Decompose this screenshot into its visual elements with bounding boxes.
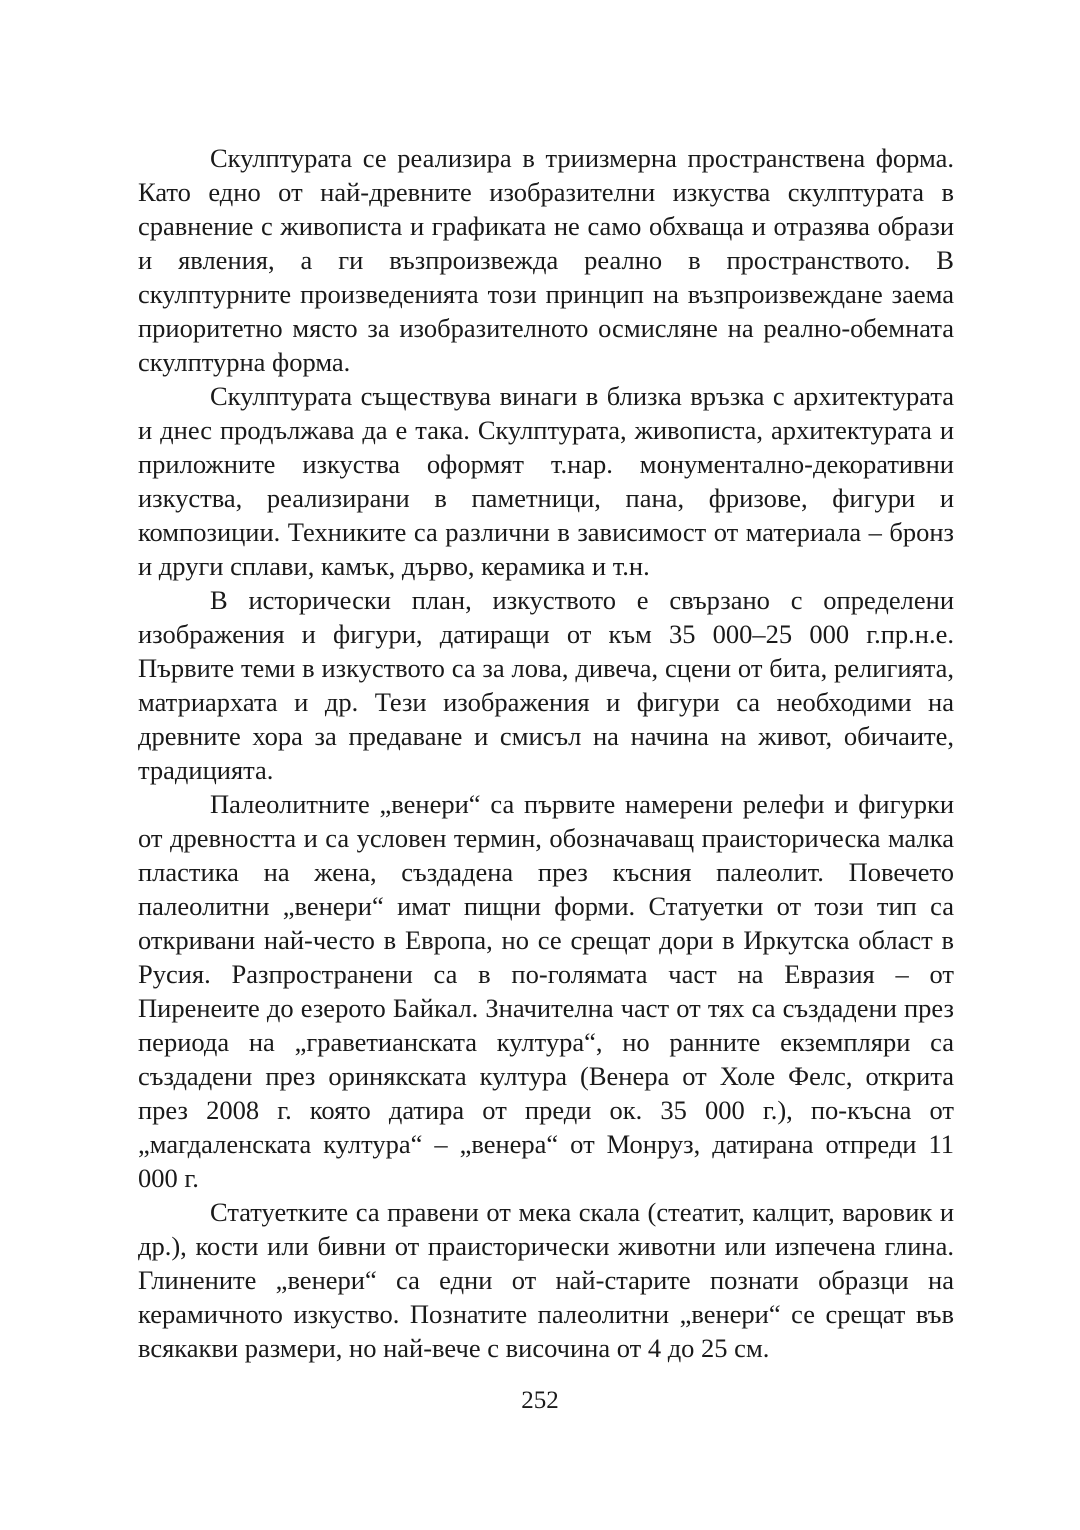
- paragraph-paleolithic-venuses: Палеолитните „венери“ са първите намерени релефи и фигурки от древността и са условен термин, обозначаващ праисторическа малка пластика на жена, създадена през късния палеолит. Повечето палеолитни „венери“ имат пищни форми. Статуетки от този тип са откривани най-често в Европа, но се срещат дори в Иркутска област в Русия. Разпространени са в по-голямата част на Евразия – от Пиренеите до езерото Байкал. Значителна част от тях са създадени през периода на „граветианската култура“, но ранните екземпляри са създадени през оринякската култура (Венера от Холе Фелс, открита през 2008 г. която датира от преди ок. 35 000 г.), по-късна от „магдаленската култура“ – „венера“ от Монруз, датирана отпреди 11 000 г.: [138, 789, 954, 1193]
- paragraph-sculpture-architecture: Скулптурата съществува винаги в близка връзка с архитектурата и днес продължава да е така. Скулптурата, живописта, архитектурата и приложните изкуства оформят т.нар. монументално-декоративни изкуства, реализирани в паметници, пана, фризове, фигури и композиции. Техниките са различни в зависимост от материала – бронз и други сплави, камък, дърво, керамика и т.н.: [138, 381, 954, 581]
- page-number: 252: [521, 1387, 559, 1414]
- paragraph-sculpture-form: Скулптурата се реализира в триизмерна пространствена форма. Като едно от най-древните изобразителни изкуства скулптурата в сравнение с живописта и графиката не само обхваща и отразява образи и явления, а ги възпроизвежда реално в пространството. В скулптурните произведенията този принцип на възпроизвеждане заема приоритетно място за изобразителното осмисляне на реално-обемната скулптурна форма.: [138, 143, 954, 377]
- paragraph-figurine-materials: Статуетките са правени от мека скала (стеатит, калцит, варовик и др.), кости или бивни от праисторически животни или изпечена глина. Глинените „венери“ са едни от най-старите познати образци на керамичното изкуство. Познатите палеолитни „венери“ се срещат във всякакви размери, но най-вече с височина от 4 до 25 см.: [138, 1197, 954, 1363]
- paragraph-historical-plan: В исторически план, изкуството е свързано с определени изображения и фигури, датиращи от към 35 000–25 000 г.пр.н.е. Първите теми в изкуството са за лова, дивеча, сцени от бита, религията, матриархата и др. Тези изображения и фигури са необходими на древните хора за предаване и смисъл на начина на живот, обичаите, традицията.: [138, 585, 954, 785]
- body-text: [138, 141, 954, 1365]
